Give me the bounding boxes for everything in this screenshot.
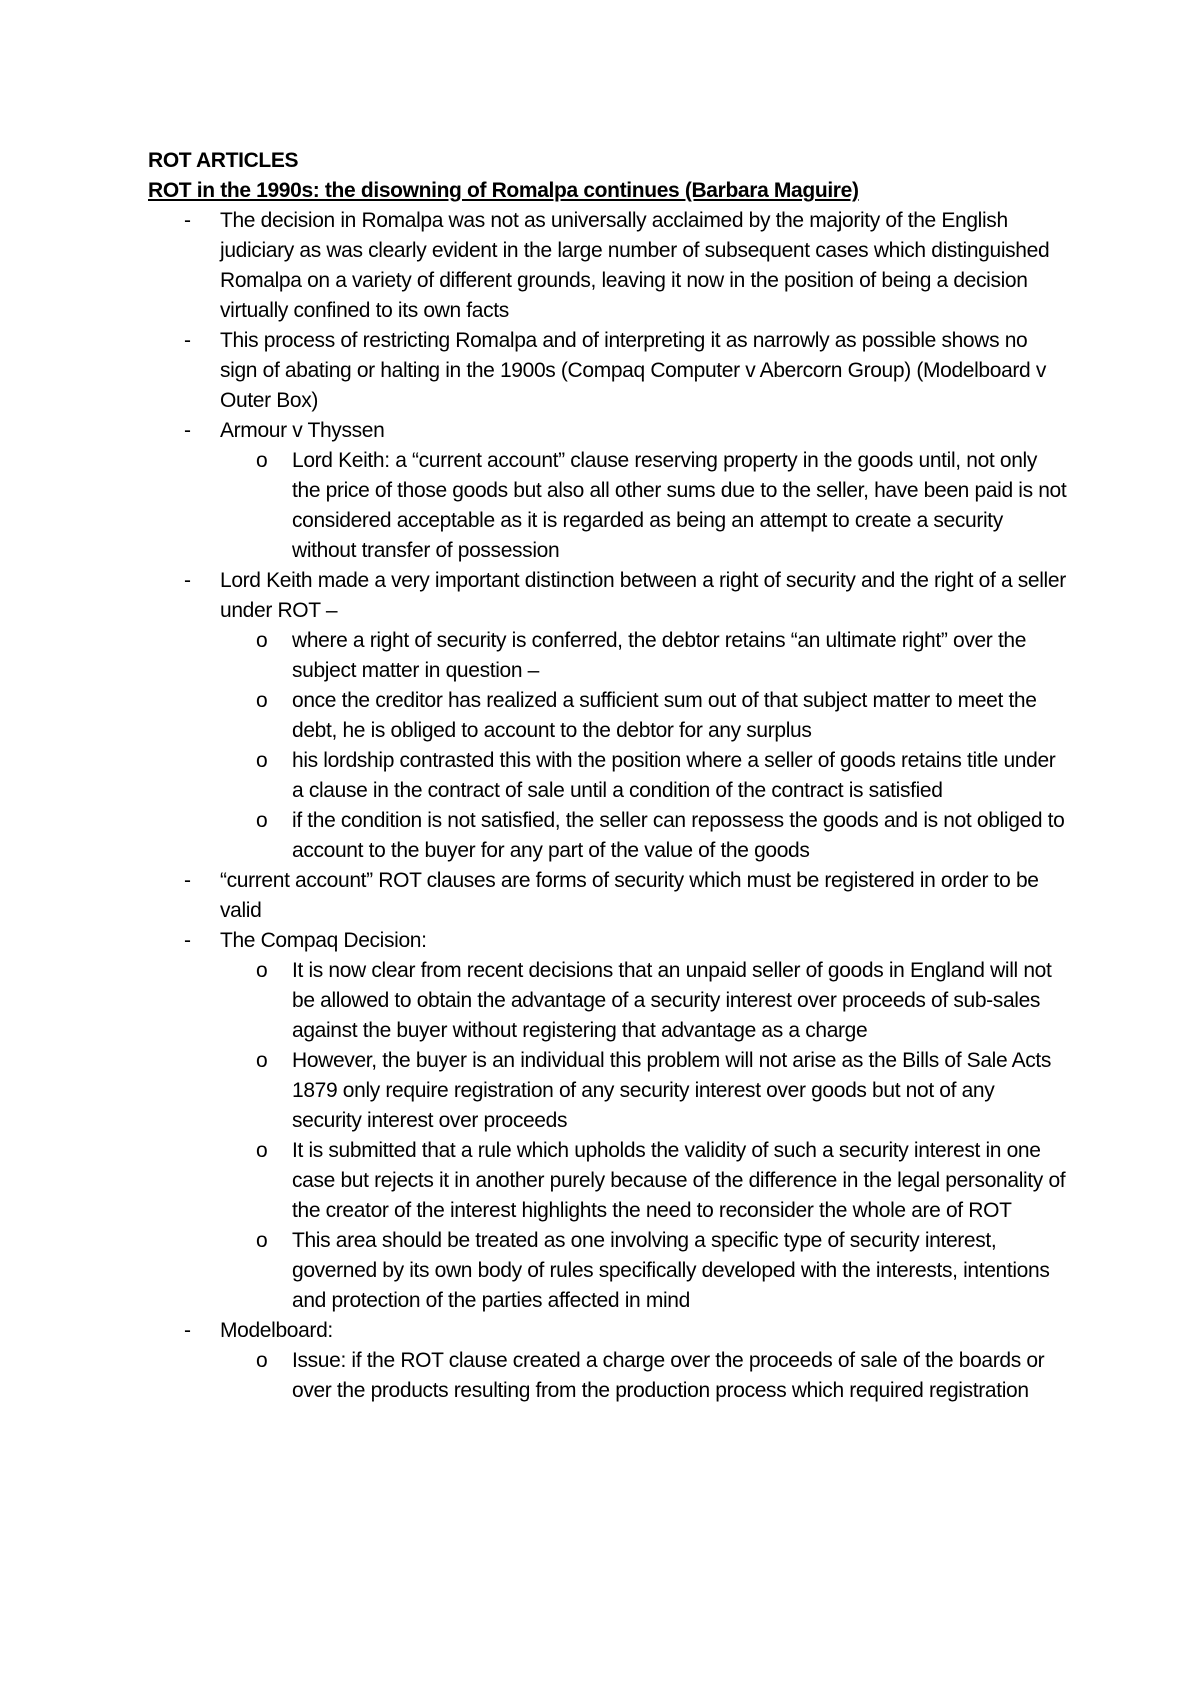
dash-bullet-marker: -: [184, 1319, 191, 1342]
dash-bullet-marker: -: [184, 569, 191, 592]
sub-bullet-item: [220, 806, 1068, 866]
circle-bullet-marker: o: [256, 689, 268, 712]
circle-bullet-marker: o: [256, 629, 268, 652]
sub-bullet-list: [220, 956, 1068, 1316]
sub-bullet-item: [220, 746, 1068, 806]
bullet-list: [148, 206, 1068, 1406]
bullet-text: The Compaq Decision:: [220, 929, 427, 952]
sub-bullet-text: It is submitted that a rule which upholds the validity of such a security interest in one case but rejects it in another purely because of the difference in the legal personality of the creator of the interest highlights the need to reconsider the whole are of ROT: [292, 1139, 1066, 1222]
sub-bullet-text: It is now clear from recent decisions that an unpaid seller of goods in England will not be allowed to obtain the advantage of a security interest over proceeds of sub-sales against the buyer without registering that advantage as a charge: [292, 959, 1052, 1042]
bullet-item: [148, 326, 1068, 416]
sub-bullet-item: [220, 1346, 1068, 1406]
circle-bullet-marker: o: [256, 749, 268, 772]
circle-bullet-marker: o: [256, 1349, 268, 1372]
sub-bullet-text: once the creditor has realized a sufficient sum out of that subject matter to meet the debt, he is obliged to account to the debtor for any surplus: [292, 689, 1037, 742]
sub-bullet-text: Lord Keith: a “current account” clause reserving property in the goods until, not only the price of those goods but also all other sums due to the seller, have been paid is not considered acceptable as it is regarded as being an attempt to create a security without transfer of possession: [292, 449, 1067, 562]
sub-bullet-item: [220, 626, 1068, 686]
bullet-item: [148, 1316, 1068, 1406]
circle-bullet-marker: o: [256, 1139, 268, 1162]
bullet-text: Armour v Thyssen: [220, 419, 385, 442]
sub-bullet-text: This area should be treated as one involving a specific type of security interest, governed by its own body of rules specifically developed with the interests, intentions and protection of the parties affected in mind: [292, 1229, 1050, 1312]
bullet-item: [148, 866, 1068, 926]
bullet-text: The decision in Romalpa was not as universally acclaimed by the majority of the English judiciary as was clearly evident in the large number of subsequent cases which distinguished Romalpa on a variety of different grounds, leaving it now in the position of being a decision virtually confined to its own facts: [220, 209, 1050, 322]
circle-bullet-marker: o: [256, 959, 268, 982]
dash-bullet-marker: -: [184, 419, 191, 442]
sub-bullet-text: if the condition is not satisfied, the seller can repossess the goods and is not obliged to account to the buyer for any part of the value of the goods: [292, 809, 1065, 862]
bullet-text: “current account” ROT clauses are forms of security which must be registered in order to be valid: [220, 869, 1039, 922]
circle-bullet-marker: o: [256, 1049, 268, 1072]
sub-bullet-item: [220, 956, 1068, 1046]
bullet-text: Lord Keith made a very important distinction between a right of security and the right of a seller under ROT –: [220, 569, 1066, 622]
bullet-item: [148, 206, 1068, 326]
sub-bullet-item: [220, 1226, 1068, 1316]
bullet-text: This process of restricting Romalpa and of interpreting it as narrowly as possible shows no sign of abating or halting in the 1900s (Compaq Computer v Abercorn Group) (Modelboard v Outer Box): [220, 329, 1047, 412]
sub-bullet-list: [220, 626, 1068, 866]
sub-bullet-item: [220, 446, 1068, 566]
sub-bullet-list: [220, 1346, 1068, 1406]
dash-bullet-marker: -: [184, 329, 191, 352]
dash-bullet-marker: -: [184, 929, 191, 952]
sub-bullet-item: [220, 1136, 1068, 1226]
dash-bullet-marker: -: [184, 869, 191, 892]
sub-bullet-text: where a right of security is conferred, the debtor retains “an ultimate right” over the subject matter in question –: [292, 629, 1027, 682]
bullet-item: [148, 566, 1068, 866]
bullet-text: Modelboard:: [220, 1319, 333, 1342]
document-page: [148, 146, 1068, 1406]
sub-bullet-item: [220, 1046, 1068, 1136]
circle-bullet-marker: o: [256, 449, 268, 472]
bullet-item: [148, 416, 1068, 566]
document-heading: ROT ARTICLES: [148, 149, 299, 172]
bullet-item: [148, 926, 1068, 1316]
circle-bullet-marker: o: [256, 1229, 268, 1252]
sub-bullet-item: [220, 686, 1068, 746]
sub-bullet-text: his lordship contrasted this with the position where a seller of goods retains title under a clause in the contract of sale until a condition of the contract is satisfied: [292, 749, 1056, 802]
sub-bullet-list: [220, 446, 1068, 566]
circle-bullet-marker: o: [256, 809, 268, 832]
article-title: ROT in the 1990s: the disowning of Romalpa continues (Barbara Maguire): [148, 179, 859, 202]
dash-bullet-marker: -: [184, 209, 191, 232]
sub-bullet-text: However, the buyer is an individual this problem will not arise as the Bills of Sale Acts 1879 only require registration of any security interest over goods but not of any security interest over proceeds: [292, 1049, 1052, 1132]
sub-bullet-text: Issue: if the ROT clause created a charge over the proceeds of sale of the boards or over the products resulting from the production process which required registration: [292, 1349, 1045, 1402]
